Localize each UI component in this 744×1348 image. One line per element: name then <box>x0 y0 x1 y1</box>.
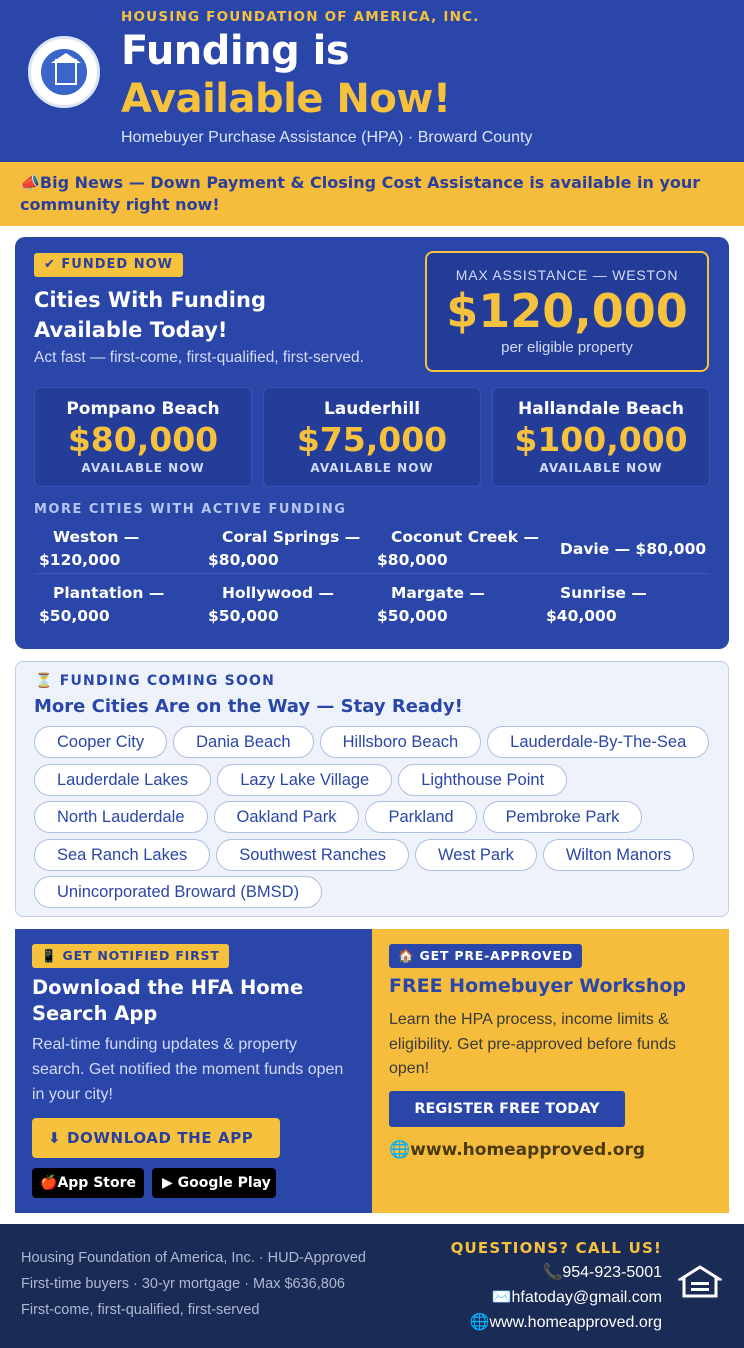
questions-heading: QUESTIONS? CALL US! <box>450 1239 662 1257</box>
header <box>0 0 744 162</box>
website-link[interactable] <box>389 1140 645 1160</box>
equal-housing-icon <box>678 1264 722 1304</box>
city-cell-name: Weston — <box>53 528 140 546</box>
city-cell <box>372 582 540 628</box>
city-pill: Wilton Manors <box>543 839 694 871</box>
max-label: MAX ASSISTANCE — WESTON <box>455 267 679 283</box>
page-title-line2: Available Now! <box>121 76 451 122</box>
play-icon: ▶ <box>162 1175 173 1191</box>
website-link-text: www.homeapproved.org <box>410 1140 646 1160</box>
city-pill: Lauderdale Lakes <box>34 764 211 796</box>
phone-link[interactable] <box>451 1260 662 1285</box>
city-pill: Lazy Lake Village <box>217 764 392 796</box>
coming-soon-city-list <box>34 726 714 914</box>
funded-heading <box>34 285 266 345</box>
city-pill: Lauderdale-By-The-Sea <box>487 726 709 758</box>
city-cell-amount: $40,000 <box>546 607 617 625</box>
city-pill: Sea Ranch Lakes <box>34 839 210 871</box>
funded-subtext: Act fast — first-come, first-qualified, first-served. <box>34 349 364 366</box>
app-tag-text: GET NOTIFIED FIRST <box>62 948 220 963</box>
page-subtitle: Homebuyer Purchase Assistance (HPA) · Broward County <box>121 129 533 146</box>
city-pill: Pembroke Park <box>483 801 643 833</box>
footer-website-text: www.homeapproved.org <box>489 1314 662 1331</box>
city-pill: Parkland <box>365 801 476 833</box>
phone-icon: 📱 <box>41 948 58 963</box>
phone-icon: 📞 <box>542 1264 563 1281</box>
city-amount: $100,000 <box>514 420 688 459</box>
city-cell <box>34 582 202 628</box>
phone-text: 954-923-5001 <box>562 1264 662 1281</box>
org-name: HOUSING FOUNDATION OF AMERICA, INC. <box>121 9 480 25</box>
email-link[interactable] <box>451 1285 662 1310</box>
funded-tag: ✔ FUNDED NOW <box>34 253 183 277</box>
app-store-button[interactable] <box>32 1168 144 1198</box>
city-cell <box>541 582 709 628</box>
funded-heading-line2: Available Today! <box>34 318 228 342</box>
app-heading <box>32 975 303 1027</box>
funded-now-panel <box>15 237 729 649</box>
city-cell-amount: $50,000 <box>39 607 110 625</box>
app-description: Real-time funding updates & property search. Get notified the moment funds open in your city! <box>32 1036 344 1103</box>
footer-website-link[interactable] <box>451 1310 662 1335</box>
max-amount: $120,000 <box>446 284 688 338</box>
email-text: hfatoday@gmail.com <box>511 1289 662 1306</box>
city-amount: $75,000 <box>296 420 448 459</box>
city-name: Pompano Beach <box>66 399 220 419</box>
city-cell-name: Margate — <box>391 584 485 602</box>
max-assistance-box <box>425 251 709 372</box>
pre-approved-panel <box>372 929 729 1213</box>
more-cities-heading: MORE CITIES WITH ACTIVE FUNDING <box>34 502 347 517</box>
city-pill: Dania Beach <box>173 726 313 758</box>
register-button[interactable]: REGISTER FREE TODAY <box>389 1091 625 1127</box>
city-cell-name: Coral Springs — <box>222 528 361 546</box>
footer <box>0 1224 744 1348</box>
city-status: AVAILABLE NOW <box>310 461 434 475</box>
app-heading-line1: Download the HFA Home <box>32 976 304 999</box>
city-pill: North Lauderdale <box>34 801 208 833</box>
city-cell-name: Plantation — <box>53 584 165 602</box>
city-cell-amount: $80,000 <box>208 551 279 569</box>
more-cities-row <box>34 526 710 574</box>
more-cities-row <box>34 582 710 630</box>
city-cell: Davie — $80,000 <box>560 540 707 558</box>
featured-city-card <box>34 387 252 487</box>
city-cell <box>203 582 371 628</box>
city-pill: Oakland Park <box>214 801 360 833</box>
max-sub: per eligible property <box>501 339 633 356</box>
city-amount: $80,000 <box>67 420 219 459</box>
house-icon: 🏠 <box>398 948 415 963</box>
coming-soon-tag-text: FUNDING COMING SOON <box>59 673 276 689</box>
globe-icon: 🌐 <box>389 1140 411 1160</box>
city-pill: Cooper City <box>34 726 167 758</box>
contact-block <box>451 1236 662 1335</box>
city-cell <box>372 526 540 572</box>
hourglass-icon: ⏳ <box>35 673 54 689</box>
footer-line: First-come, first-qualified, first-served <box>21 1302 260 1318</box>
megaphone-icon: 📣 <box>20 173 40 192</box>
city-pill: Unincorporated Broward (BMSD) <box>34 876 322 908</box>
footer-info <box>21 1245 366 1323</box>
workshop-description: Learn the HPA process, income limits & eligibility. Get pre-approved before funds open! <box>389 1011 676 1077</box>
city-status: AVAILABLE NOW <box>81 461 205 475</box>
coming-soon-panel <box>15 661 729 917</box>
app-store-label: App Store <box>57 1175 136 1191</box>
featured-city-card <box>263 387 481 487</box>
apple-icon: 🍎 <box>40 1175 58 1191</box>
workshop-heading: FREE Homebuyer Workshop <box>389 975 687 997</box>
envelope-icon: ✉️ <box>491 1289 512 1306</box>
page-title-line1: Funding is <box>121 28 350 74</box>
banner-text: Big News — Down Payment & Closing Cost Assistance is available in your community right now! <box>20 173 701 214</box>
city-cell-amount: $50,000 <box>208 607 279 625</box>
globe-icon: 🌐 <box>469 1314 490 1331</box>
app-download-panel <box>15 929 372 1213</box>
city-pill: West Park <box>415 839 537 871</box>
pre-approved-tag-text: GET PRE-APPROVED <box>419 948 574 963</box>
city-name: Hallandale Beach <box>518 399 684 419</box>
city-name: Lauderhill <box>323 399 421 419</box>
footer-line: Housing Foundation of America, Inc. · HUD-Approved <box>21 1250 366 1266</box>
city-cell-name: Sunrise — <box>560 584 647 602</box>
city-cell-amount: $50,000 <box>377 607 448 625</box>
city-pill: Hillsboro Beach <box>320 726 482 758</box>
footer-line: First-time buyers · 30-yr mortgage · Max $636,806 <box>21 1276 345 1292</box>
app-tag <box>32 944 229 968</box>
hfa-logo <box>28 36 100 108</box>
featured-city-card <box>492 387 710 487</box>
download-app-button[interactable]: ⬇ DOWNLOAD THE APP <box>32 1118 280 1158</box>
city-cell-name: Coconut Creek — <box>391 528 539 546</box>
app-heading-line2: Search App <box>32 1002 158 1025</box>
coming-soon-tag <box>35 673 275 689</box>
city-cell-name: Hollywood — <box>222 584 334 602</box>
city-status: AVAILABLE NOW <box>539 461 663 475</box>
city-cell <box>203 526 371 572</box>
news-banner <box>0 162 744 226</box>
google-play-button[interactable] <box>152 1168 276 1198</box>
pre-approved-tag <box>389 944 582 968</box>
city-cell-amount: $120,000 <box>39 551 121 569</box>
coming-soon-heading: More Cities Are on the Way — Stay Ready! <box>34 696 463 717</box>
city-pill: Lighthouse Point <box>398 764 567 796</box>
funded-heading-line1: Cities With Funding <box>34 288 266 312</box>
city-cell-amount: $80,000 <box>377 551 448 569</box>
city-cell <box>34 526 202 572</box>
google-play-label: Google Play <box>177 1175 271 1191</box>
city-pill: Southwest Ranches <box>216 839 409 871</box>
